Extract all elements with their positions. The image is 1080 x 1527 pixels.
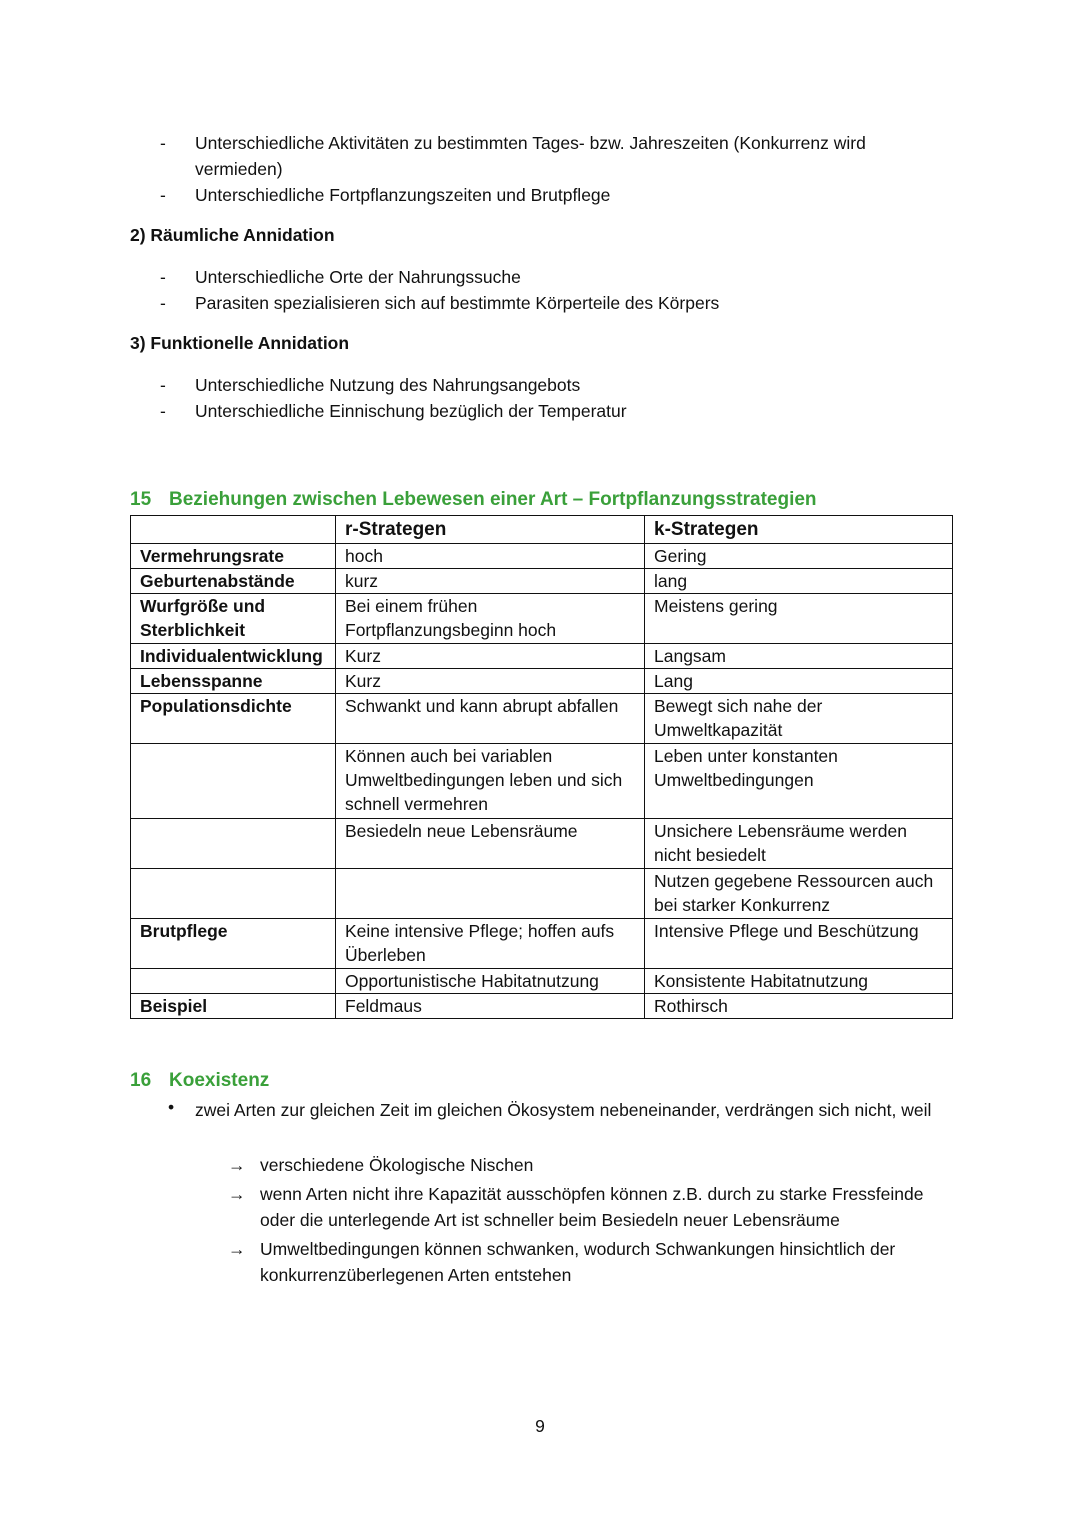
table-row-header: Beispiel bbox=[131, 994, 336, 1019]
list-item bbox=[160, 264, 920, 290]
list-item bbox=[160, 372, 920, 398]
table-cell: Bei einem frühen Fortpflanzungsbeginn hoch bbox=[336, 594, 645, 644]
table-cell: kurz bbox=[336, 569, 645, 594]
table-cell: Besiedeln neue Lebensräume bbox=[336, 819, 645, 869]
list-item bbox=[160, 398, 920, 424]
table-row-header: Brutpflege bbox=[131, 919, 336, 969]
list-item-text: Unterschiedliche Fortpflanzungszeiten und Brutpflege bbox=[195, 185, 611, 205]
dash-marker: - bbox=[160, 267, 166, 287]
section-heading-funktionelle: 3) Funktionelle Annidation bbox=[130, 333, 350, 353]
table-row bbox=[131, 919, 953, 969]
arrow-icon: → bbox=[228, 1184, 246, 1204]
list-item-text: Unterschiedliche Aktivitäten zu bestimmten Tages- bzw. Jahreszeiten (Konkurrenz wird vermieden) bbox=[195, 133, 866, 179]
section-number: 15 bbox=[130, 489, 152, 510]
table-header-row bbox=[131, 516, 953, 544]
coexistence-bullet bbox=[168, 1097, 948, 1123]
table-cell: Meistens gering bbox=[645, 594, 953, 644]
table-cell: Unsichere Lebensräume werden nicht besiedelt bbox=[645, 819, 953, 869]
table-row-header bbox=[131, 744, 336, 819]
list-item bbox=[160, 182, 920, 208]
list-item-text: Umweltbedingungen können schwanken, wodurch Schwankungen hinsichtlich der konkurrenzüberlegenen Arten entstehen bbox=[260, 1239, 896, 1285]
table-row bbox=[131, 969, 953, 994]
section3-list bbox=[160, 372, 920, 424]
list-item-text: Unterschiedliche Nutzung des Nahrungsangebots bbox=[195, 375, 581, 395]
dash-marker: - bbox=[160, 293, 166, 313]
table-row bbox=[131, 744, 953, 819]
table-cell: Opportunistische Habitatnutzung bbox=[336, 969, 645, 994]
section-title-16 bbox=[130, 1070, 269, 1092]
table-cell: Kurz bbox=[336, 669, 645, 694]
table-cell: Leben unter konstanten Umweltbedingungen bbox=[645, 744, 953, 819]
arrow-icon: → bbox=[228, 1239, 246, 1259]
section-title-text: Koexistenz bbox=[169, 1070, 270, 1091]
table-cell: Gering bbox=[645, 544, 953, 569]
table-cell: Keine intensive Pflege; hoffen aufs Überleben bbox=[336, 919, 645, 969]
dash-marker: - bbox=[160, 401, 166, 421]
table-row-header bbox=[131, 969, 336, 994]
table-cell bbox=[336, 869, 645, 919]
table-cell: lang bbox=[645, 569, 953, 594]
table-cell: Kurz bbox=[336, 644, 645, 669]
table-cell: Lang bbox=[645, 669, 953, 694]
list-item bbox=[160, 290, 920, 316]
list-item-text: wenn Arten nicht ihre Kapazität ausschöpfen können z.B. durch zu starke Fressfeinde oder die unterlegende Art ist schneller beim Besiedeln neuer Lebensräume bbox=[260, 1184, 924, 1230]
section-heading-raeumliche: 2) Räumliche Annidation bbox=[130, 225, 335, 245]
section2-list bbox=[160, 264, 920, 316]
table-row bbox=[131, 594, 953, 644]
strategies-table bbox=[130, 515, 953, 1019]
dash-marker: - bbox=[160, 375, 166, 395]
arrow-icon: → bbox=[228, 1155, 246, 1175]
bullet-marker: • bbox=[168, 1097, 175, 1117]
table-row-header: Geburtenabstände bbox=[131, 569, 336, 594]
table-row bbox=[131, 569, 953, 594]
section-number: 16 bbox=[130, 1070, 152, 1091]
dash-marker: - bbox=[160, 133, 166, 153]
table-cell: Schwankt und kann abrupt abfallen bbox=[336, 694, 645, 744]
table-row-header: Wurfgröße und Sterblichkeit bbox=[131, 594, 336, 644]
table-row-header: Lebensspanne bbox=[131, 669, 336, 694]
bullet-text: zwei Arten zur gleichen Zeit im gleichen Ökosystem nebeneinander, verdrängen sich nicht, weil bbox=[195, 1100, 932, 1120]
table-row bbox=[131, 819, 953, 869]
table-row-header bbox=[131, 869, 336, 919]
section-title-15 bbox=[130, 489, 817, 511]
table-header-cell bbox=[131, 516, 336, 544]
list-item-text: verschiedene Ökologische Nischen bbox=[260, 1155, 534, 1175]
list-item bbox=[160, 130, 920, 182]
table-cell: Langsam bbox=[645, 644, 953, 669]
list-item-text: Unterschiedliche Einnischung bezüglich der Temperatur bbox=[195, 401, 627, 421]
table-row bbox=[131, 544, 953, 569]
table-cell: Bewegt sich nahe der Umweltkapazität bbox=[645, 694, 953, 744]
table-cell: Nutzen gegebene Ressourcen auch bei starker Konkurrenz bbox=[645, 869, 953, 919]
table-cell: Feldmaus bbox=[336, 994, 645, 1019]
page-number: 9 bbox=[535, 1416, 545, 1436]
table-cell: Konsistente Habitatnutzung bbox=[645, 969, 953, 994]
table-body bbox=[131, 544, 953, 1019]
list-item bbox=[228, 1236, 958, 1288]
section-title-text: Beziehungen zwischen Lebewesen einer Art – Fortpflanzungsstrategien bbox=[169, 489, 817, 510]
table-cell: Rothirsch bbox=[645, 994, 953, 1019]
table-header-cell: r-Strategen bbox=[336, 516, 645, 544]
table-row bbox=[131, 869, 953, 919]
list-item bbox=[228, 1152, 958, 1178]
table-cell: Intensive Pflege und Beschützung bbox=[645, 919, 953, 969]
table-header-cell: k-Strategen bbox=[645, 516, 953, 544]
table-row-header: Vermehrungsrate bbox=[131, 544, 336, 569]
table-row bbox=[131, 994, 953, 1019]
list-item bbox=[228, 1181, 958, 1233]
table-row bbox=[131, 694, 953, 744]
table-row-header: Populationsdichte bbox=[131, 694, 336, 744]
list-item-text: Unterschiedliche Orte der Nahrungssuche bbox=[195, 267, 521, 287]
dash-marker: - bbox=[160, 185, 166, 205]
table-row-header bbox=[131, 819, 336, 869]
top-list bbox=[160, 130, 920, 208]
list-item-text: Parasiten spezialisieren sich auf bestimmte Körperteile des Körpers bbox=[195, 293, 720, 313]
table-row bbox=[131, 669, 953, 694]
table-row bbox=[131, 644, 953, 669]
table-cell: hoch bbox=[336, 544, 645, 569]
table-cell: Können auch bei variablen Umweltbedingungen leben und sich schnell vermehren bbox=[336, 744, 645, 819]
reason-list bbox=[228, 1152, 958, 1291]
table-row-header: Individualentwicklung bbox=[131, 644, 336, 669]
